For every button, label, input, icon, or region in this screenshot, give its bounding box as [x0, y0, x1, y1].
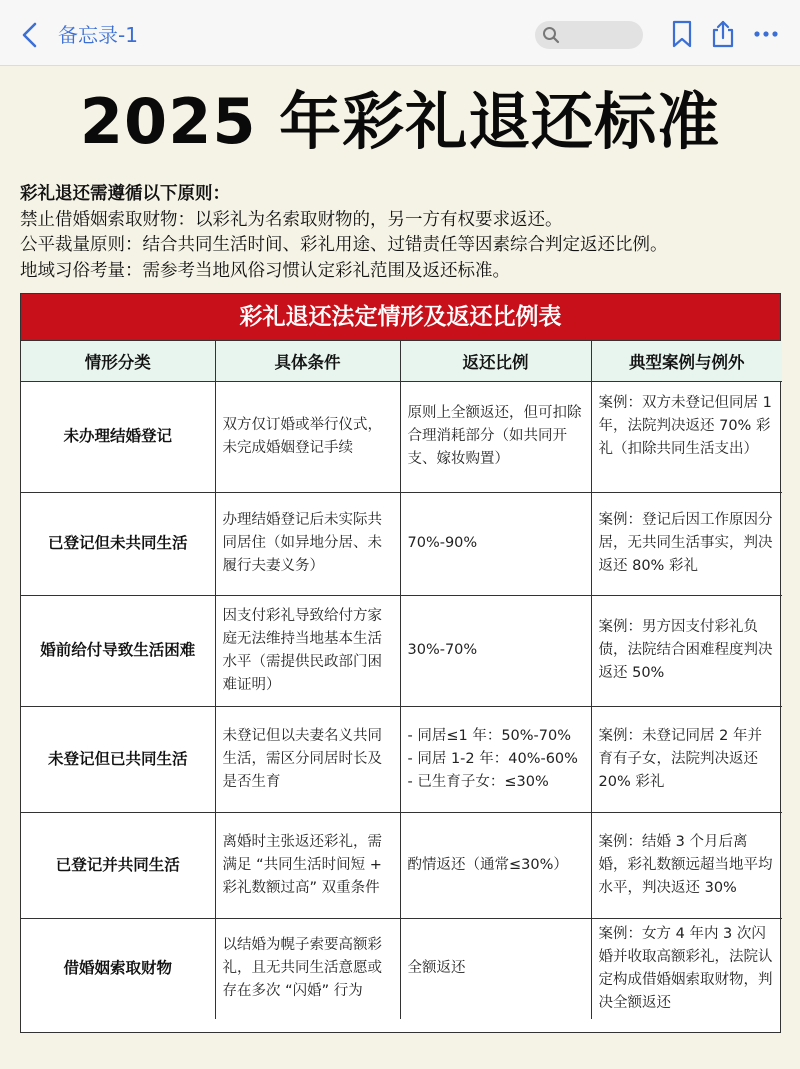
table-row — [21, 812, 782, 918]
back-button[interactable] — [18, 20, 44, 50]
table-row — [21, 492, 782, 595]
cell-category: 借婚姻索取财物 — [21, 918, 215, 1019]
ratio-text: 全额返还 — [407, 960, 466, 976]
cell-ratio — [400, 918, 591, 1019]
cell-condition: 以结婚为幌子索要高额彩礼，且无共同生活意愿或存在多次 “闪婚” 行为 — [215, 918, 400, 1019]
ratio-text: 30%-70% — [407, 642, 478, 658]
cell-ratio — [400, 492, 591, 595]
cell-category: 未登记但已共同生活 — [21, 706, 215, 812]
refund-grid — [21, 341, 782, 1019]
cell-ratio — [400, 595, 591, 706]
bookmark-icon — [670, 19, 694, 49]
cell-case: 案例：登记后因工作原因分居，无共同生活事实，判决返还 80% 彩礼 — [591, 492, 782, 595]
cell-condition: 离婚时主张返还彩礼，需满足 “共同生活时间短 + 彩礼数额过高” 双重条件 — [215, 812, 400, 918]
ratio-text: 70%-90% — [407, 535, 478, 551]
cell-condition: 双方仅订婚或举行仪式，未完成婚姻登记手续 — [215, 381, 400, 492]
page-headline: 2025 年彩礼退还标准 — [79, 85, 721, 158]
share-icon — [710, 19, 736, 49]
cell-condition: 办理结婚登记后未实际共同居住（如异地分居、未履行夫妻义务） — [215, 492, 400, 595]
refund-table — [20, 293, 781, 1033]
cell-case: 案例：女方 4 年内 3 次闪婚并收取高额彩礼，法院认定构成借婚姻索取财物，判决全额返还 — [591, 918, 782, 1019]
cell-case: 案例：未登记同居 2 年并育有子女，法院判决返还 20% 彩礼 — [591, 706, 782, 812]
share-button[interactable] — [710, 19, 736, 53]
cell-category: 已登记并共同生活 — [21, 812, 215, 918]
cell-ratio — [400, 706, 591, 812]
table-header-row — [21, 341, 782, 381]
ratio-text: - 已生育子女：≤30% — [407, 773, 549, 790]
cell-ratio — [400, 381, 591, 492]
cell-case: 案例：结婚 3 个月后离婚，彩礼数额远超当地平均水平，判决返还 30% — [591, 812, 782, 918]
cell-condition: 因支付彩礼导致给付方家庭无法维持当地基本生活水平（需提供民政部门困难证明） — [215, 595, 400, 706]
bookmark-button[interactable] — [670, 19, 694, 53]
back-chevron-icon — [18, 20, 42, 50]
header-condition: 具体条件 — [215, 341, 400, 381]
principles-block — [20, 182, 790, 284]
table-row — [21, 918, 782, 1019]
ratio-text: - 同居 1-2 年：40%-60% — [407, 750, 578, 767]
cell-case: 案例：双方未登记但同居 1 年，法院判决返还 70% 彩礼（扣除共同生活支出） — [591, 381, 782, 492]
more-button[interactable] — [752, 22, 780, 50]
table-title: 彩礼退还法定情形及返还比例表 — [21, 294, 780, 341]
search-icon — [542, 26, 560, 44]
header-case: 典型案例与例外 — [591, 341, 782, 381]
ratio-text: 原则上全额返还，但可扣除合理消耗部分（如共同开支、嫁妆购置） — [407, 405, 582, 467]
principle-item: 地域习俗考量：需参考当地风俗习惯认定彩礼范围及返还标准。 — [20, 260, 510, 281]
header-ratio: 返还比例 — [400, 341, 591, 381]
note-title[interactable]: 备忘录-1 — [58, 23, 138, 47]
table-row — [21, 706, 782, 812]
cell-case: 案例：男方因支付彩礼负债，法院结合困难程度判决返还 50% — [591, 595, 782, 706]
principle-item: 禁止借婚姻索取财物：以彩礼为名索取财物的，另一方有权要求返还。 — [20, 209, 563, 230]
more-icon — [752, 22, 780, 46]
principle-item: 公平裁量原则：结合共同生活时间、彩礼用途、过错责任等因素综合判定返还比例。 — [20, 235, 668, 255]
cell-category: 未办理结婚登记 — [21, 381, 215, 492]
cell-category: 已登记但未共同生活 — [21, 492, 215, 595]
top-nav-bar — [0, 0, 800, 66]
principles-lead: 彩礼退还需遵循以下原则： — [20, 184, 230, 204]
table-row — [21, 595, 782, 706]
search-field[interactable] — [535, 21, 643, 49]
ratio-text: 酌情返还（通常≤30%） — [407, 856, 568, 873]
cell-category: 婚前给付导致生活困难 — [21, 595, 215, 706]
ratio-text: - 同居≤1 年：50%-70% — [407, 727, 572, 744]
table-row — [21, 381, 782, 492]
cell-condition: 未登记但以夫妻名义共同生活，需区分同居时长及是否生育 — [215, 706, 400, 812]
cell-ratio — [400, 812, 591, 918]
header-category: 情形分类 — [21, 341, 215, 381]
